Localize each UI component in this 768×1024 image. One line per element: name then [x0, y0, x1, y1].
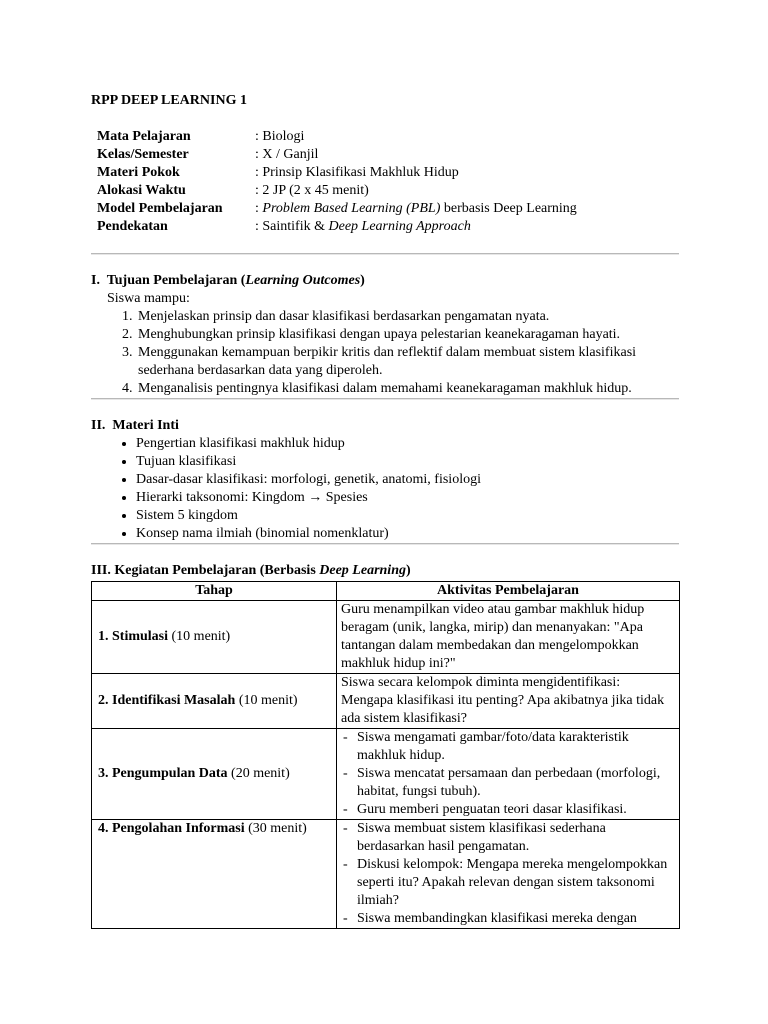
phase-cell — [92, 729, 337, 820]
meta-label: Mata Pelajaran — [97, 129, 191, 144]
table-row — [92, 820, 680, 929]
list-item: - Siswa mengamati gambar/foto/data karakteristik makhluk hidup. — [341, 729, 673, 765]
phase-name: 4. Pengolahan Informasi — [98, 821, 245, 836]
section-number: I. — [91, 273, 100, 288]
activity-cell — [337, 820, 680, 929]
list-item: - Guru memberi penguatan teori dasar klasifikasi. — [341, 801, 673, 819]
list-item: • Konsep nama ilmiah (binomial nomenklatur) — [136, 525, 679, 543]
meta-value — [255, 200, 679, 218]
activity-list — [341, 729, 673, 819]
heading-suffix: ) — [405, 563, 411, 578]
meta-value: : X / Ganjil — [255, 147, 319, 162]
heading-suffix: ) — [360, 273, 365, 288]
list-item: 4. Menganalisis pentingnya klasifikasi dalam memahami keanekaragaman makhluk hidup. — [136, 380, 679, 398]
meta-value: : 2 JP (2 x 45 menit) — [255, 183, 369, 198]
phase-cell — [92, 674, 337, 729]
meta-row-approach — [97, 218, 679, 236]
section-heading — [91, 417, 679, 435]
phase-cell — [92, 601, 337, 674]
identity-block — [97, 128, 679, 236]
heading-text: Tujuan Pembelajaran ( — [106, 273, 246, 288]
meta-row-time — [97, 182, 679, 200]
section-intro: Siswa mampu: — [107, 291, 190, 306]
horizontal-rule — [91, 253, 679, 255]
section-heading — [91, 272, 679, 290]
meta-value: : Prinsip Klasifikasi Makhluk Hidup — [255, 165, 459, 180]
column-header-activity: Aktivitas Pembelajaran — [337, 582, 680, 601]
meta-label: Kelas/Semester — [97, 147, 189, 162]
activity-cell: Guru menampilkan video atau gambar makhluk hidup beragam (unik, langka, mirip) dan menanyakan: "Apa tantangan dalam membedakan dan mengelompokkan makhluk hidup ini?" — [337, 601, 680, 674]
meta-row-topic — [97, 164, 679, 182]
list-item: 2. Menghubungkan prinsip klasifikasi dengan upaya pelestarian keanekaragaman hayati. — [136, 326, 679, 344]
activity-list — [341, 820, 673, 928]
activity-cell: Siswa secara kelompok diminta mengidentifikasi: Mengapa klasifikasi itu penting? Apa akibatnya jika tidak ada sistem klasifikasi? — [337, 674, 680, 729]
list-item: - Siswa mencatat persamaan dan perbedaan (morfologi, habitat, fungsi tubuh). — [341, 765, 673, 801]
meta-value-italic: Problem Based Learning (PBL) — [262, 201, 441, 216]
section-core-material — [91, 417, 679, 543]
table-row — [92, 601, 680, 674]
column-header-phase: Tahap — [92, 582, 337, 601]
list-item: - Siswa membandingkan klasifikasi mereka dengan — [341, 910, 673, 928]
meta-label: Pendekatan — [97, 219, 168, 234]
phase-name: 3. Pengumpulan Data — [98, 766, 228, 781]
list-item: • Sistem 5 kingdom — [136, 507, 679, 525]
document-title: RPP DEEP LEARNING 1 — [91, 93, 247, 108]
phase-name: 1. Stimulasi — [98, 629, 169, 644]
meta-row-class — [97, 146, 679, 164]
meta-label: Materi Pokok — [97, 165, 180, 180]
meta-value-prefix: : Saintifik & — [255, 219, 329, 234]
list-item: 3. Menggunakan kemampuan berpikir kritis dan reflektif dalam membuat sistem klasifikasi sederhana berdasarkan data yang diperoleh. — [136, 344, 679, 380]
activity-cell — [337, 729, 680, 820]
phase-duration: (30 menit) — [244, 821, 307, 836]
heading-italic: Learning Outcomes — [245, 273, 361, 288]
phase-cell — [92, 820, 337, 929]
meta-label: Model Pembelajaran — [97, 201, 223, 216]
phase-duration: (10 menit) — [235, 693, 298, 708]
horizontal-rule — [91, 543, 679, 545]
activities-table — [91, 581, 680, 929]
heading-text: Materi Inti — [112, 418, 179, 433]
meta-value-prefix: : — [255, 201, 263, 216]
section-learning-activities — [91, 562, 679, 929]
list-item: - Siswa membuat sistem klasifikasi sederhana berdasarkan hasil pengamatan. — [341, 820, 673, 856]
list-item: - Diskusi kelompok: Mengapa mereka mengelompokkan seperti itu? Apakah relevan dengan sistem taksonomi ilmiah? — [341, 856, 673, 910]
phase-name: 2. Identifikasi Masalah — [98, 693, 236, 708]
meta-value: : Biologi — [255, 129, 305, 144]
meta-value-italic: Deep Learning Approach — [328, 219, 471, 234]
section-learning-outcomes — [91, 272, 679, 398]
heading-italic: Deep Learning — [319, 563, 406, 578]
horizontal-rule — [91, 398, 679, 400]
materials-list — [91, 435, 679, 543]
meta-row-model — [97, 200, 679, 218]
list-item: • Pengertian klasifikasi makhluk hidup — [136, 435, 679, 453]
phase-duration: (20 menit) — [227, 766, 290, 781]
table-row — [92, 729, 680, 820]
list-item: 1. Menjelaskan prinsip dan dasar klasifikasi berdasarkan pengamatan nyata. — [136, 308, 679, 326]
list-item: • Hierarki taksonomi: Kingdom → Spesies — [136, 489, 679, 507]
meta-label: Alokasi Waktu — [97, 183, 186, 198]
heading-text: III. Kegiatan Pembelajaran (Berbasis — [91, 563, 320, 578]
table-row — [92, 674, 680, 729]
section-heading — [91, 562, 679, 580]
meta-value-suffix: berbasis Deep Learning — [440, 201, 577, 216]
phase-duration: (10 menit) — [168, 629, 231, 644]
meta-value — [255, 218, 679, 236]
goals-list — [91, 308, 679, 398]
section-number: II. — [91, 418, 106, 433]
list-item: • Dasar-dasar klasifikasi: morfologi, genetik, anatomi, fisiologi — [136, 471, 679, 489]
list-item: • Tujuan klasifikasi — [136, 453, 679, 471]
document-page — [91, 92, 679, 929]
table-header-row — [92, 582, 680, 601]
meta-row-subject — [97, 128, 679, 146]
